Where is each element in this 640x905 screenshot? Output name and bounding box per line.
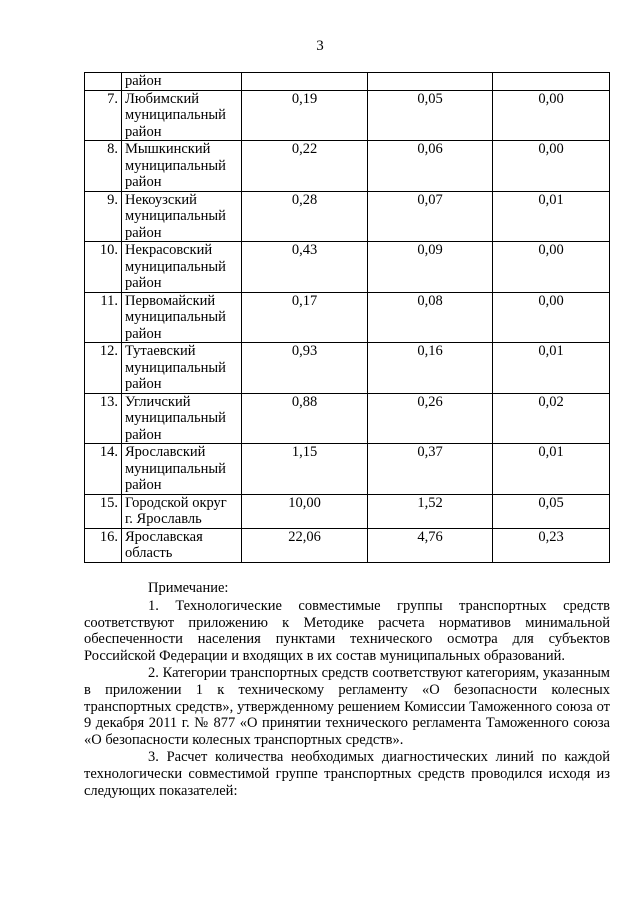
row-number-cell: 7.: [85, 90, 122, 141]
note-paragraph-1: 1. Технологические совместимые группы транспортных средств соответствуют приложению к Методике расчета нормативов минимальной обеспеченности населения пунктами технического осмотра для субъектов Российской Федерации и входящих в их состав муниципальных образований.: [84, 597, 610, 665]
value-cell-2: 4,76: [368, 528, 493, 562]
municipality-cell: [122, 191, 242, 242]
value-cell-1: [242, 73, 368, 91]
value-cell-2: 0,26: [368, 393, 493, 444]
municipality-name-line: муниципальный: [125, 359, 226, 376]
value-cell-1: 0,43: [242, 242, 368, 293]
municipality-name-line: Некоузский: [125, 191, 197, 208]
row-number-cell: 12.: [85, 343, 122, 394]
value-cell-3: 0,01: [493, 191, 610, 242]
value-cell-2: 0,08: [368, 292, 493, 343]
municipality-name-line: муниципальный: [125, 208, 226, 224]
municipality-name-line: район: [125, 275, 162, 291]
value-cell-2: 0,09: [368, 242, 493, 293]
value-cell-2: 0,06: [368, 141, 493, 192]
municipality-name-line: г. Ярославль: [125, 511, 202, 527]
municipality-cell: [122, 292, 242, 343]
municipality-name-line: Некрасовский: [125, 242, 213, 258]
municipality-name-line: Угличский: [125, 393, 191, 410]
table-row-continuation: [85, 73, 610, 91]
value-cell-3: 0,01: [493, 343, 610, 394]
municipality-cell: [122, 90, 242, 141]
value-cell-1: 0,88: [242, 393, 368, 444]
value-cell-3: 0,02: [493, 393, 610, 444]
municipality-name-line: муниципальный: [125, 258, 226, 275]
municipality-cell: [122, 393, 242, 444]
value-cell-1: 0,22: [242, 141, 368, 192]
municipality-name-line: муниципальный: [125, 157, 226, 174]
notes-section: [84, 580, 610, 799]
municipality-name-line: область: [125, 545, 173, 561]
row-number-cell: 16.: [85, 528, 122, 562]
value-cell-1: 1,15: [242, 444, 368, 495]
table-row: [85, 242, 610, 293]
row-number-cell: 9.: [85, 191, 122, 242]
row-number-cell: [85, 73, 122, 91]
table-row: [85, 343, 610, 394]
value-cell-2: 0,07: [368, 191, 493, 242]
table-row: [85, 141, 610, 192]
value-cell-3: 0,23: [493, 528, 610, 562]
value-cell-3: [493, 73, 610, 91]
municipality-name-line: Тутаевский: [125, 343, 196, 359]
municipality-name-line: муниципальный: [125, 309, 226, 325]
row-number-cell: 13.: [85, 393, 122, 444]
table-row: [85, 292, 610, 343]
municipality-name-line: район: [125, 477, 162, 493]
table-row: [85, 191, 610, 242]
table-row: [85, 90, 610, 141]
municipality-name-line: муниципальный: [125, 410, 226, 426]
row-number-cell: 11.: [85, 292, 122, 343]
note-paragraph-3: 3. Расчет количества необходимых диагностических линий по каждой технологически совместимой группе транспортных средств проводился исходя из следующих показателей:: [84, 748, 610, 799]
municipality-name-line: Ярославская: [125, 528, 203, 545]
row-number-cell: 10.: [85, 242, 122, 293]
table-row: [85, 494, 610, 528]
value-cell-3: 0,00: [493, 90, 610, 141]
row-number-cell: 8.: [85, 141, 122, 192]
value-cell-1: 0,93: [242, 343, 368, 394]
municipality-name-line: Городской округ: [125, 494, 227, 511]
norms-table: [84, 72, 610, 563]
value-cell-2: [368, 73, 493, 91]
value-cell-3: 0,05: [493, 494, 610, 528]
value-cell-3: 0,00: [493, 292, 610, 343]
value-cell-2: 0,16: [368, 343, 493, 394]
municipality-cell: [122, 73, 242, 91]
value-cell-2: 0,37: [368, 444, 493, 495]
municipality-name-line: Ярославский: [125, 444, 206, 460]
value-cell-3: 0,00: [493, 242, 610, 293]
municipality-name-line: район: [125, 376, 162, 392]
municipality-cell: [122, 242, 242, 293]
table-row: [85, 393, 610, 444]
note-paragraph-2: 2. Категории транспортных средств соответствуют категориям, указанным в приложении 1 к техническому регламенту «О безопасности колесных транспортных средств», утвержденному решением Комиссии Таможенного союза от 9 декабря 2011 г. № 877 «О принятии технического регламента Таможенного союза «О безопасности колесных транспортных средств».: [84, 664, 610, 749]
page-number: 3: [316, 38, 324, 54]
notes-heading: Примечание:: [148, 580, 229, 596]
table-row: [85, 528, 610, 562]
value-cell-1: 22,06: [242, 528, 368, 562]
municipality-name-line: район: [125, 174, 162, 190]
municipality-cell: [122, 494, 242, 528]
municipality-name-line: Первомайский: [125, 292, 216, 309]
municipality-cell: [122, 444, 242, 495]
row-number-cell: 15.: [85, 494, 122, 528]
municipality-name-line: район: [125, 426, 162, 443]
table-body: [85, 73, 610, 563]
value-cell-1: 0,17: [242, 292, 368, 343]
municipality-cell: [122, 343, 242, 394]
municipality-name-line: Мышкинский: [125, 141, 211, 157]
municipality-cell: [122, 528, 242, 562]
value-cell-1: 10,00: [242, 494, 368, 528]
row-number-cell: 14.: [85, 444, 122, 495]
municipality-name-line: муниципальный: [125, 460, 226, 477]
municipality-name-line: Любимский: [125, 90, 199, 107]
value-cell-2: 0,05: [368, 90, 493, 141]
value-cell-1: 0,19: [242, 90, 368, 141]
value-cell-3: 0,00: [493, 141, 610, 192]
municipality-name-line: муниципальный: [125, 107, 226, 123]
table-row: [85, 444, 610, 495]
municipality-cell: [122, 141, 242, 192]
value-cell-1: 0,28: [242, 191, 368, 242]
municipality-name-line: район: [125, 224, 162, 241]
value-cell-3: 0,01: [493, 444, 610, 495]
municipality-name-line: район: [125, 73, 162, 89]
value-cell-2: 1,52: [368, 494, 493, 528]
municipality-name-line: район: [125, 123, 162, 140]
municipality-name-line: район: [125, 325, 162, 342]
